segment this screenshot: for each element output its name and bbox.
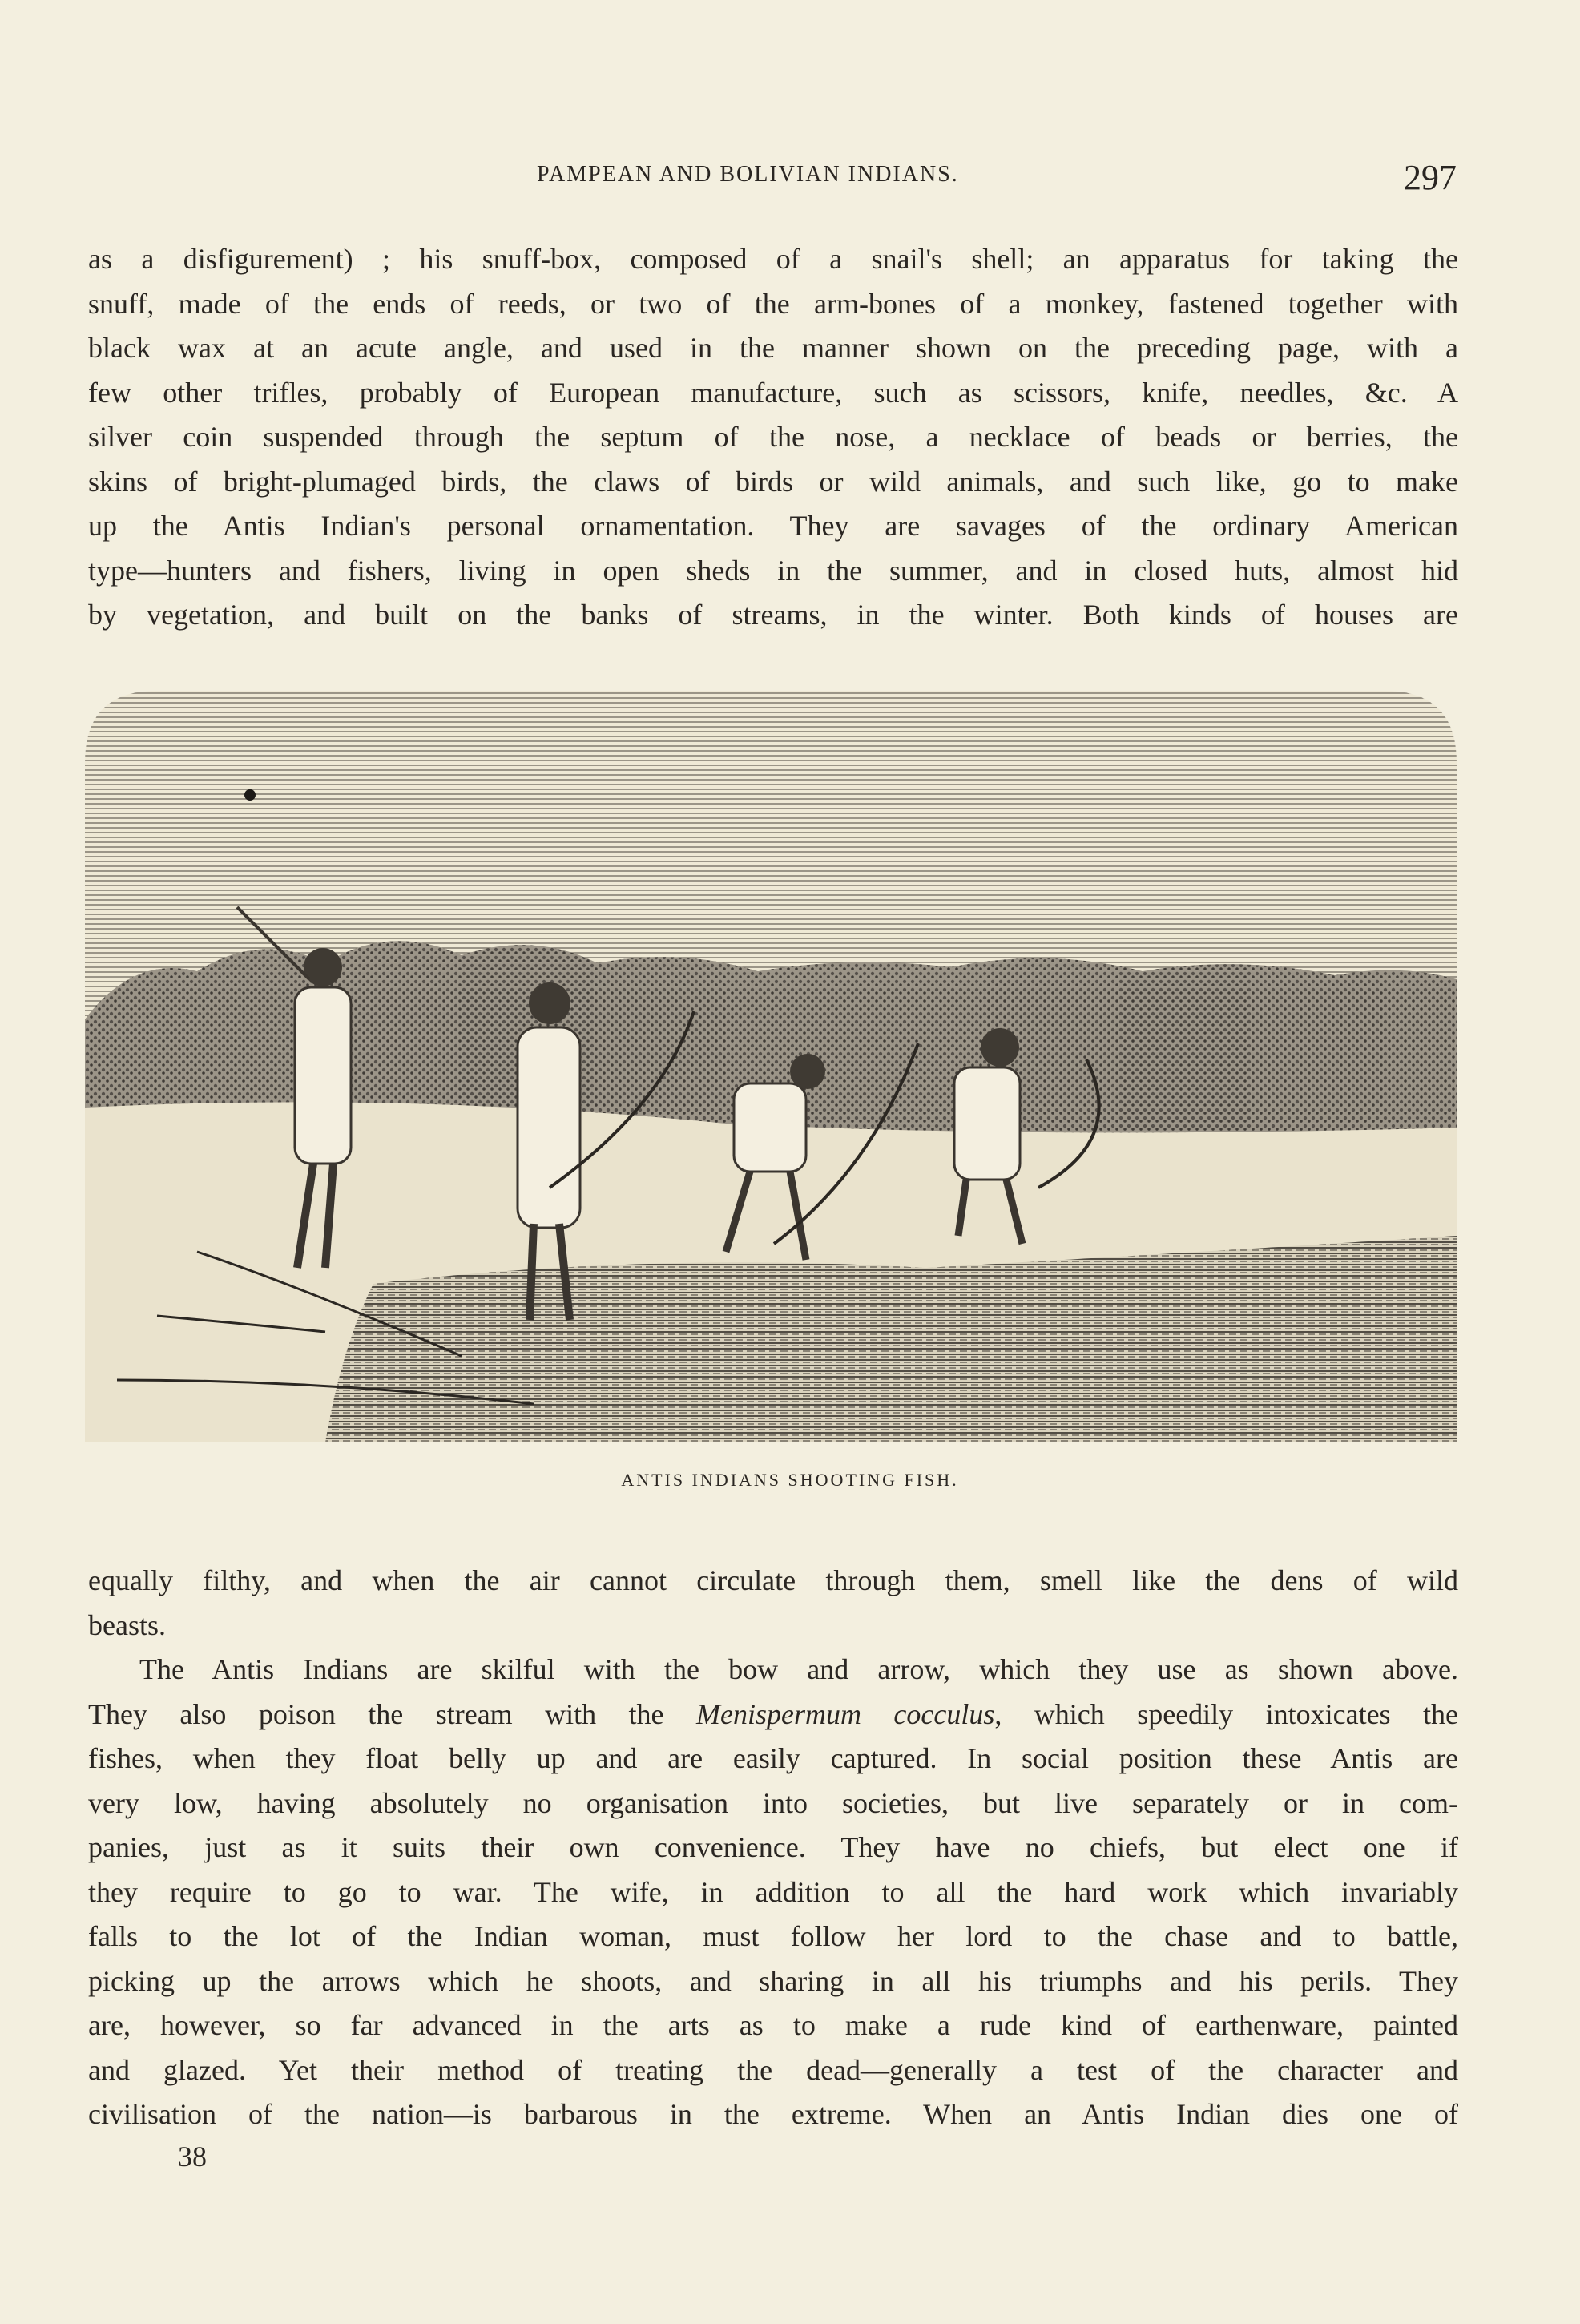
text-line: as a disfigurement) ; his snuff-box, composed of a snail's shell; an apparatus for taking the [88,243,1458,275]
text-line: equally filthy, and when the air cannot circulate through them, smell like the dens of wild [88,1564,1458,1596]
text-line: by vegetation, and built on the banks of streams, in the winter. Both kinds of houses are [88,599,1458,631]
text-line: falls to the lot of the Indian woman, must follow her lord to the chase and to battle, [88,1920,1458,1952]
text-fragment: They also poison the stream with the [88,1697,696,1730]
text-line [88,1693,1458,1737]
text-line: very low, having absolutely no organisation into societies, but live separately or in com- [88,1786,1458,1819]
text-line: up the Antis Indian's personal ornamentation. They are savages of the ordinary American [88,510,1458,542]
text-line: fishes, when they float belly up and are easily captured. In social position these Antis are [88,1742,1458,1774]
text-line: are, however, so far advanced in the arts as to make a rude kind of earthenware, painted [88,2009,1458,2041]
text-line: black wax at an acute angle, and used in the manner shown on the preceding page, with a [88,332,1458,364]
paragraph-bottom [88,1559,1458,2137]
text-line: picking up the arrows which he shoots, and sharing in all his triumphs and his perils. They [88,1964,1458,1997]
text-fragment: , which speedily intoxicates the [994,1697,1458,1730]
text-line: The Antis Indians are skilful with the bow and arrow, which they use as shown above. [139,1653,1458,1685]
text-line: snuff, made of the ends of reeds, or two of the arm-bones of a monkey, fastened together with [88,287,1458,320]
ink-spot [244,789,256,801]
figure-caption: ANTIS INDIANS SHOOTING FISH. [621,1470,959,1490]
species-name: Menispermum cocculus [695,1697,995,1730]
text-line: they require to go to war. The wife, in addition to all the hard work which invariably [88,1875,1458,1908]
running-head [0,157,1580,205]
text-line: silver coin suspended through the septum of the nose, a necklace of beads or berries, the [88,421,1458,453]
running-title: PAMPEAN AND BOLIVIAN INDIANS. [537,162,959,187]
text-line: skins of bright-plumaged birds, the claws of birds or wild animals, and such like, go to make [88,465,1458,498]
page-number: 297 [1404,158,1457,197]
text-line: type—hunters and fishers, living in open sheds in the summer, and in closed huts, almost hid [88,554,1458,587]
paragraph-top [88,237,1458,638]
engraving-scene [85,691,1457,1442]
text-line: few other trifles, probably of European manufacture, such as scissors, knife, needles, &c. A [88,376,1458,409]
text-line: and glazed. Yet their method of treating the dead—generally a test of the character and [88,2053,1458,2086]
text-line: beasts. [88,1608,166,1641]
text-line: panies, just as it suits their own convenience. They have no chiefs, but elect one if [88,1831,1458,1863]
engraving-illustration [85,691,1457,1442]
signature-mark: 38 [178,2140,207,2173]
text-line: civilisation of the nation—is barbarous in the extreme. When an Antis Indian dies one of [88,2098,1458,2130]
